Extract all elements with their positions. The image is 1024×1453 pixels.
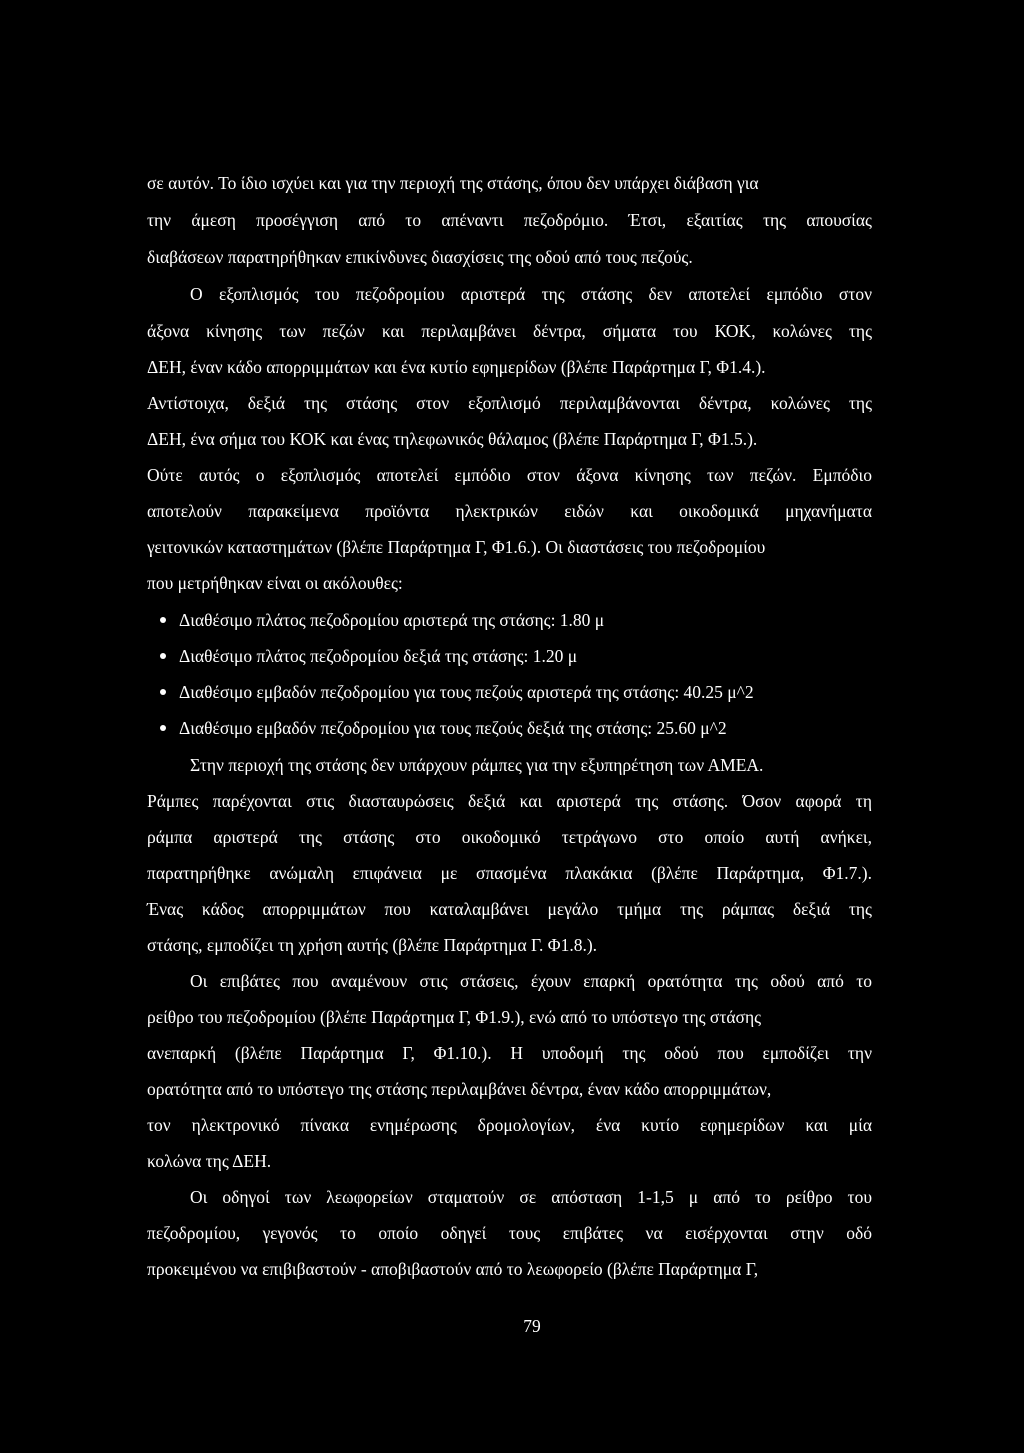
list-item-text: Διαθέσιμο πλάτος πεζοδρομίου δεξιά της στάσης: 1.20 μ	[179, 646, 578, 666]
text-line: Ούτε αυτός ο εξοπλισμός αποτελεί εμπόδιο στον άξονα κίνησης των πεζών. Εμπόδιο	[147, 465, 872, 485]
list-item	[160, 717, 880, 739]
text-line: ΔΕΗ, ένα σήμα του ΚΟΚ και ένας τηλεφωνικός θάλαμος (βλέπε Παράρτημα Γ, Φ1.5.).	[147, 429, 758, 449]
page-number: 79	[523, 1316, 541, 1336]
text-line: προκειμένου να επιβιβαστούν - αποβιβαστούν από το λεωφορείο (βλέπε Παράρτημα Γ,	[147, 1259, 759, 1279]
text-line: ράμπα αριστερά της στάσης στο οικοδομικό τετράγωνο στο οποίο αυτή ανήκει,	[147, 827, 872, 847]
text-line: ρείθρο του πεζοδρομίου (βλέπε Παράρτημα Γ, Φ1.9.), ενώ από το υπόστεγο της στάσης	[147, 1007, 762, 1027]
text-line: παρατηρήθηκε ανώμαλη επιφάνεια με σπασμένα πλακάκια (βλέπε Παράρτημα, Φ1.7.).	[147, 863, 872, 883]
text-line: ΔΕΗ, έναν κάδο απορριμμάτων και ένα κυτίο εφημερίδων (βλέπε Παράρτημα Γ, Φ1.4.).	[147, 357, 766, 377]
text-line: Οι επιβάτες που αναμένουν στις στάσεις, έχουν επαρκή ορατότητα της οδού από το	[190, 971, 872, 991]
text-line: που μετρήθηκαν είναι οι ακόλουθες:	[147, 573, 403, 593]
text-line: Ράμπες παρέχονται στις διασταυρώσεις δεξιά και αριστερά της στάσης. Όσον αφορά τη	[147, 791, 872, 811]
bullet-icon	[160, 617, 166, 623]
text-line: Ο εξοπλισμός του πεζοδρομίου αριστερά της στάσης δεν αποτελεί εμπόδιο στον	[190, 284, 872, 304]
text-line: κολώνα της ΔΕΗ.	[147, 1151, 272, 1171]
text-line: σε αυτόν. Το ίδιο ισχύει και για την περιοχή της στάσης, όπου δεν υπάρχει διάβαση για	[147, 173, 759, 193]
text-line: στάσης, εμποδίζει τη χρήση αυτής (βλέπε Παράρτημα Γ. Φ1.8.).	[147, 935, 598, 955]
list-item-text: Διαθέσιμο εμβαδόν πεζοδρομίου για τους πεζούς δεξιά της στάσης: 25.60 μ^2	[179, 718, 727, 738]
text-line: άξονα κίνησης των πεζών και περιλαμβάνει δέντρα, σήματα του ΚΟΚ, κολώνες της	[147, 321, 872, 341]
text-line: ανεπαρκή (βλέπε Παράρτημα Γ, Φ1.10.). Η υποδομή της οδού που εμποδίζει την	[147, 1043, 872, 1063]
text-line: ορατότητα από το υπόστεγο της στάσης περιλαμβάνει δέντρα, έναν κάδο απορριμμάτων,	[147, 1079, 772, 1099]
list-item	[160, 609, 880, 631]
bullet-icon	[160, 689, 166, 695]
text-line: διαβάσεων παρατηρήθηκαν επικίνδυνες διασχίσεις της οδού από τους πεζούς.	[147, 247, 693, 267]
text-line: γειτονικών καταστημάτων (βλέπε Παράρτημα Γ, Φ1.6.). Οι διαστάσεις του πεζοδρομίου	[147, 537, 766, 557]
bullet-icon	[160, 653, 166, 659]
list-item-text: Διαθέσιμο εμβαδόν πεζοδρομίου για τους πεζούς αριστερά της στάσης: 40.25 μ^2	[179, 682, 754, 702]
text-line: τον ηλεκτρονικό πίνακα ενημέρωσης δρομολογίων, ένα κυτίο εφημερίδων και μία	[147, 1115, 872, 1135]
list-item	[160, 681, 880, 703]
text-line: Οι οδηγοί των λεωφορείων σταματούν σε απόσταση 1-1,5 μ από το ρείθρο του	[190, 1187, 872, 1207]
bullet-icon	[160, 725, 166, 731]
list-item	[160, 645, 880, 667]
text-line: Στην περιοχή της στάσης δεν υπάρχουν ράμπες για την εξυπηρέτηση των ΑΜΕΑ.	[190, 755, 764, 775]
text-line: Αντίστοιχα, δεξιά της στάσης στον εξοπλισμό περιλαμβάνονται δέντρα, κολώνες της	[147, 393, 872, 413]
text-line: αποτελούν παρακείμενα προϊόντα ηλεκτρικών ειδών και οικοδομικά μηχανήματα	[147, 501, 872, 521]
list-item-text: Διαθέσιμο πλάτος πεζοδρομίου αριστερά της στάσης: 1.80 μ	[179, 610, 605, 630]
text-line: την άμεση προσέγγιση από το απέναντι πεζοδρόμιο. Έτσι, εξαιτίας της απουσίας	[147, 210, 872, 230]
text-line: Ένας κάδος απορριμμάτων που καταλαμβάνει μεγάλο τμήμα της ράμπας δεξιά της	[147, 899, 872, 919]
text-line: πεζοδρομίου, γεγονός το οποίο οδηγεί τους επιβάτες να εισέρχονται στην οδό	[147, 1223, 872, 1243]
